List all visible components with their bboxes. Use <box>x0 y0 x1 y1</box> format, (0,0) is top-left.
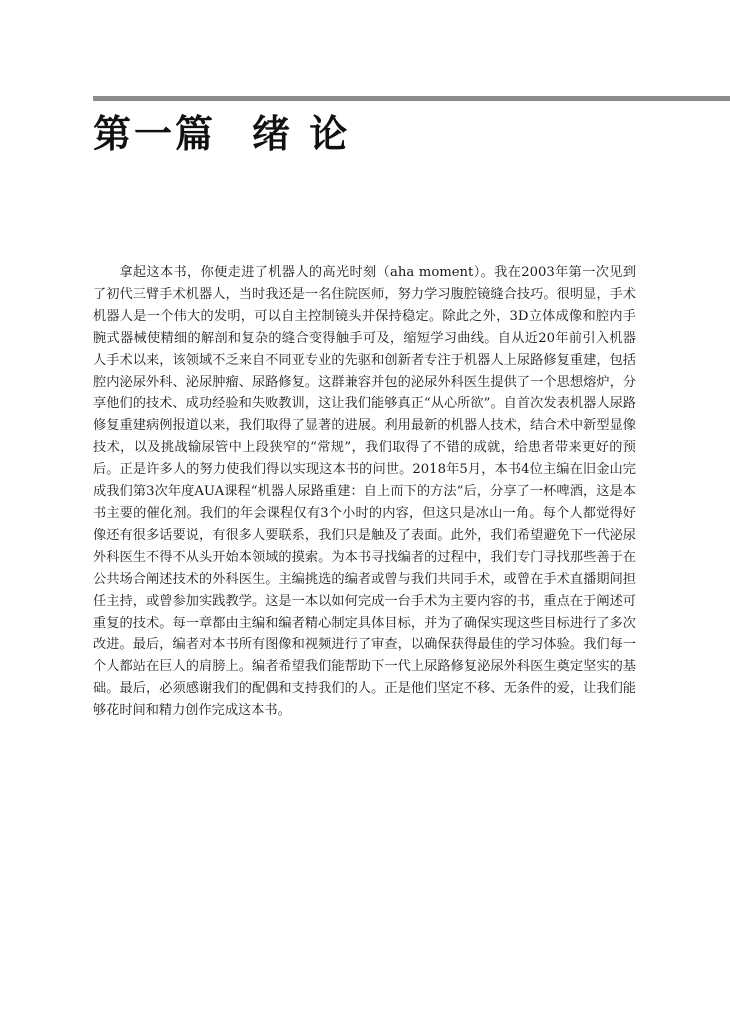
body-paragraph: 拿起这本书，你便走进了机器人的高光时刻（aha moment）。我在2003年第一次见到了初代三臂手术机器人，当时我还是一名住院医师，努力学习腹腔镜缝合技巧。很明显，手术机器人是一个伟大的发明，可以自主控制镜头并保持稳定。除此之外，3D立体成像和腔内手腕式器械使精细的解剖和复杂的缝合变得触手可及，缩短学习曲线。自从近20年前引入机器人手术以来，该领域不乏来自不同亚专业的先驱和创新者专注于机器人上尿路修复重建，包括腔内泌尿外科、泌尿肿瘤、尿路修复。这群兼容并包的泌尿外科医生提供了一个思想熔炉，分享他们的技术、成功经验和失败教训，这让我们能够真正“从心所欲”。自首次发表机器人尿路修复重建病例报道以来，我们取得了显著的进展。利用最新的机器人技术，结合术中新型显像技术，以及挑战输尿管中上段狭窄的“常规”，我们取得了不错的成就，给患者带来更好的预后。正是许多人的努力使我们得以实现这本书的问世。2018年5月，本书4位主编在旧金山完成我们第3次年度AUA课程“机器人尿路重建：自上而下的方法”后，分享了一杯啤酒，这是本书主要的催化剂。我们的年会课程仅有3个小时的内容，但这只是冰山一角。每个人都觉得好像还有很多话要说，有很多人要联系，我们只是触及了表面。此外，我们希望避免下一代泌尿外科医生不得不从头开始本领域的摸索。为本书寻找编者的过程中，我们专门寻找那些善于在公共场合阐述技术的外科医生。主编挑选的编者或曾与我们共同手术，或曾在手术直播期间担任主持，或曾参加实践教学。这是一本以如何完成一台手术为主要内容的书，重点在于阐述可重复的技术。每一章都由主编和编者精心制定具体目标，并为了确保实现这些目标进行了多次改进。最后，编者对本书所有图像和视频进行了审查，以确保获得最佳的学习体验。我们每一个人都站在巨人的肩膀上。编者希望我们能帮助下一代上尿路修复泌尿外科医生奠定坚实的基础。最后，必须感谢我们的配偶和支持我们的人。正是他们坚定不移、无条件的爱，让我们能够花时间和精力创作完成这本书。 <box>93 265 636 719</box>
header-rule <box>93 96 730 101</box>
part-name: 绪 论 <box>252 112 351 156</box>
part-title <box>93 108 350 160</box>
part-label: 第一篇 <box>93 112 217 156</box>
